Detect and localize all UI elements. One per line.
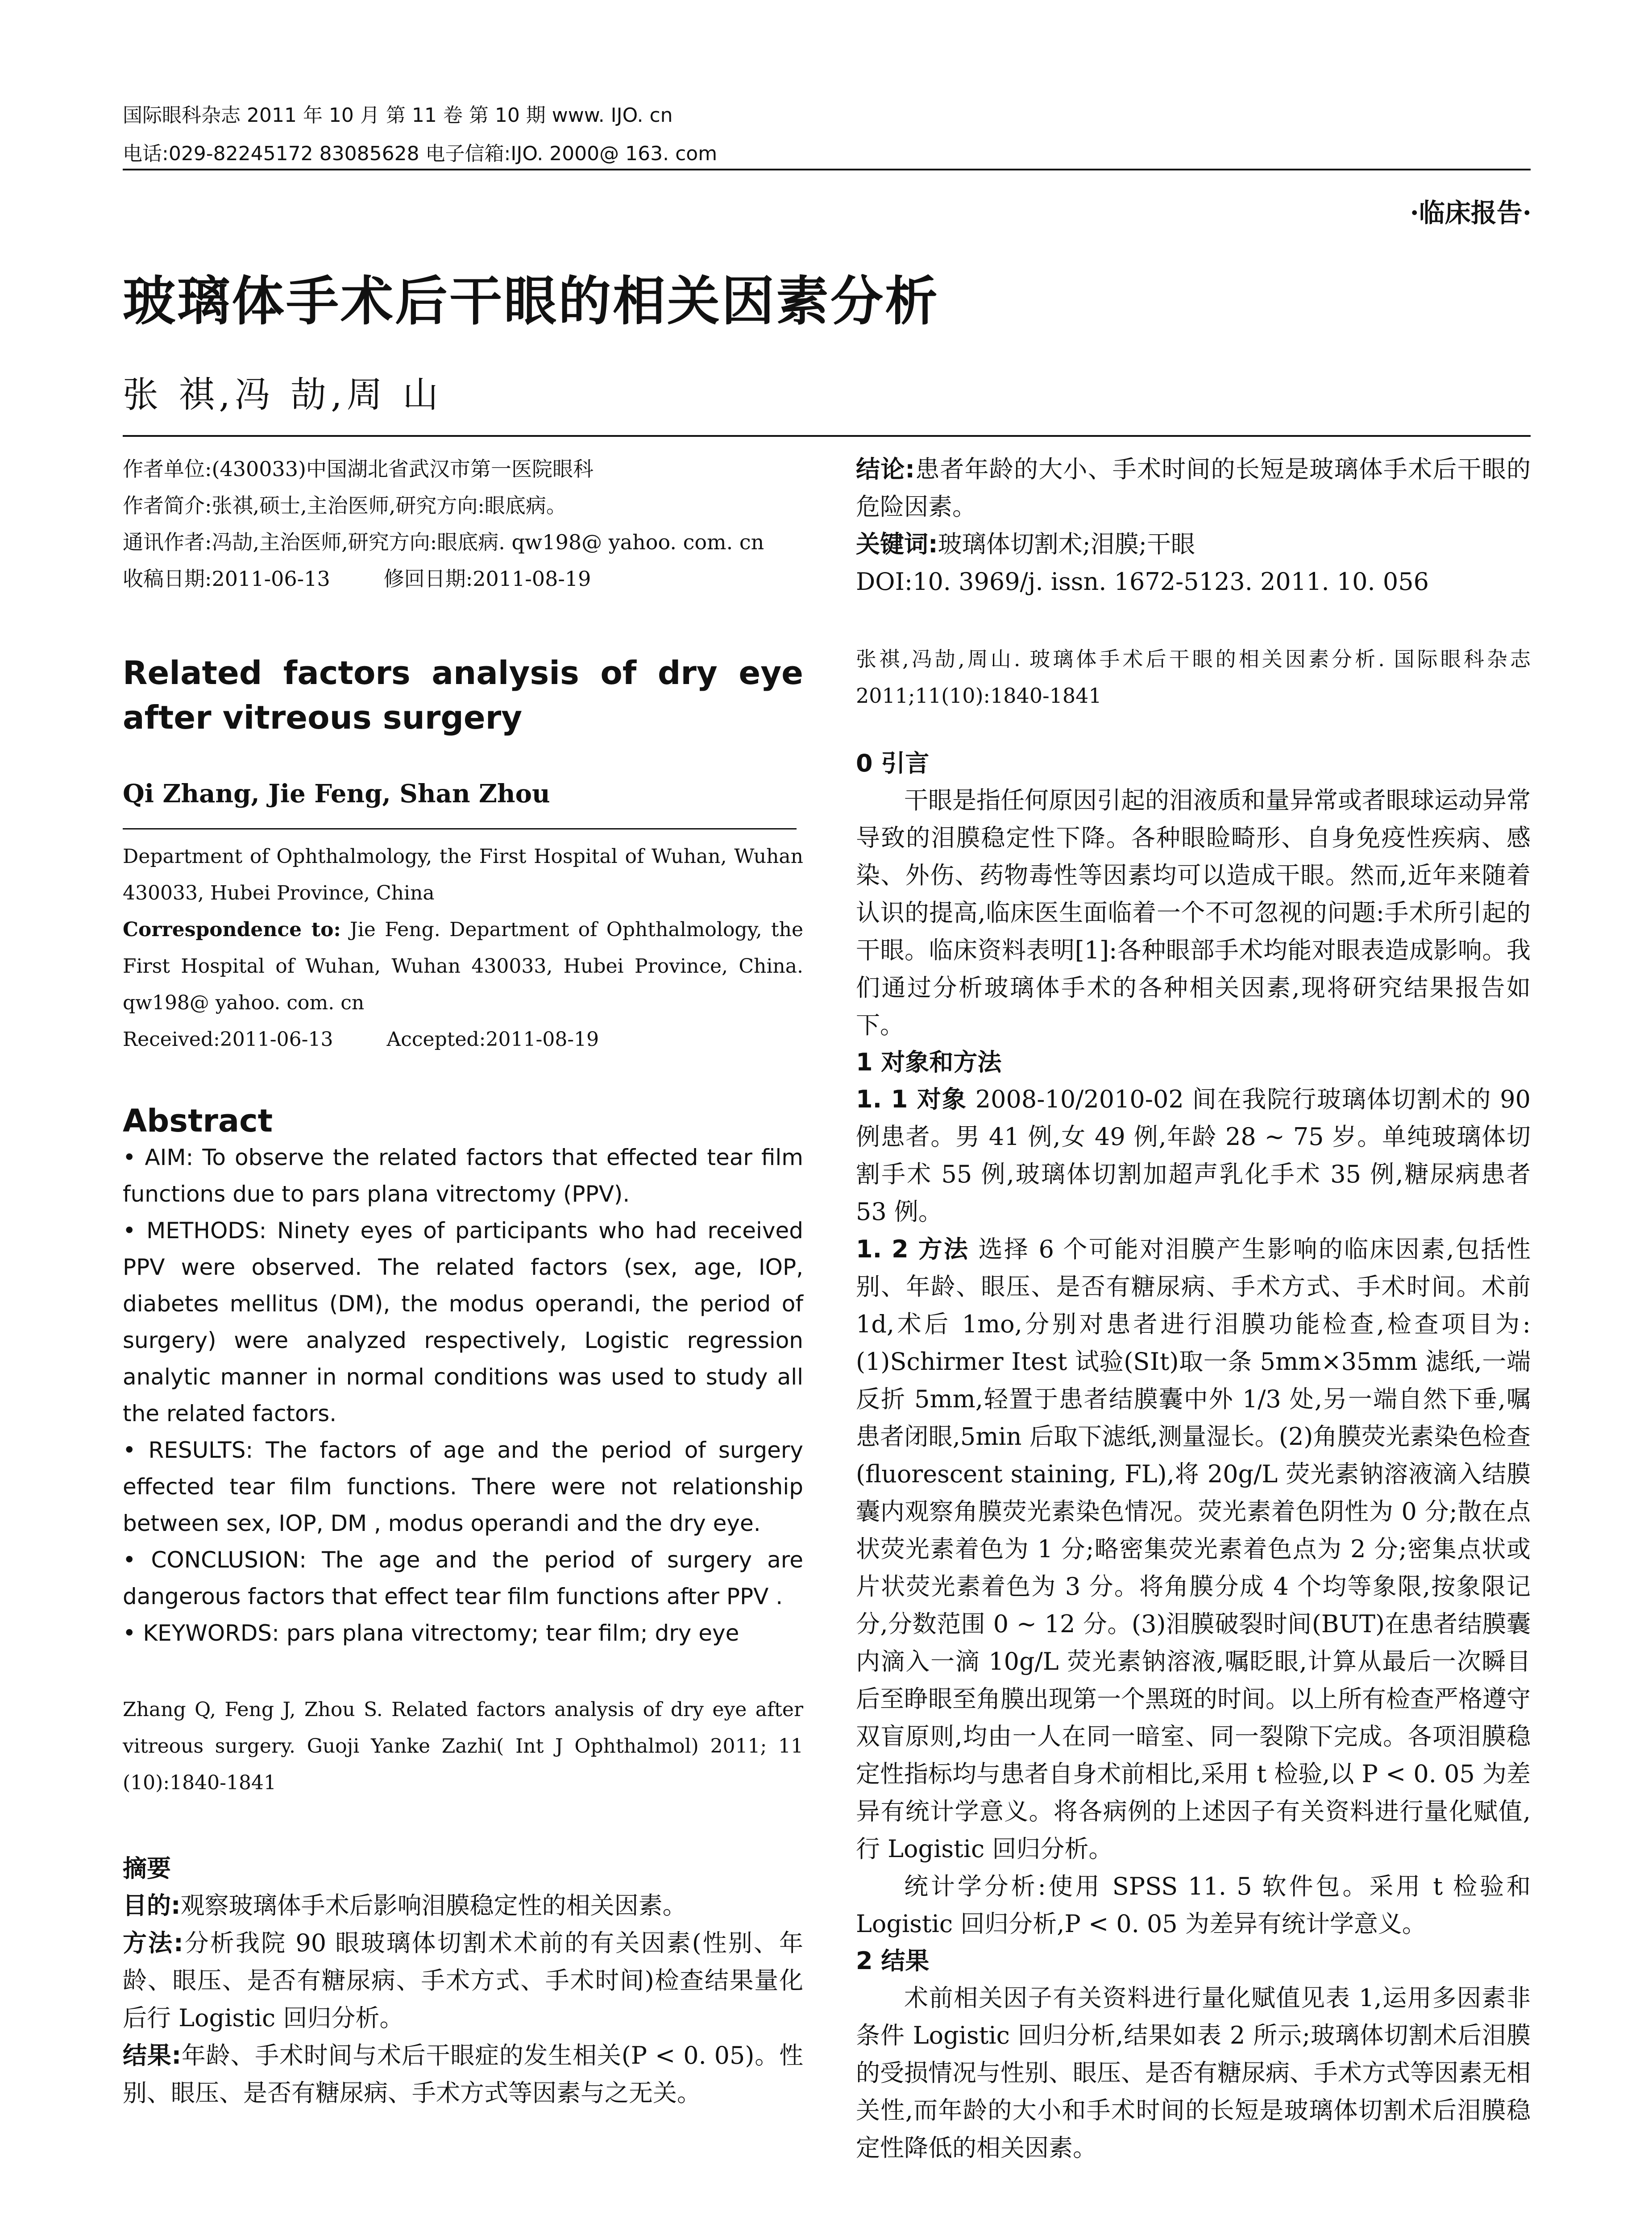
section-label: ·临床报告· [1410,198,1532,228]
abstract-keywords: • KEYWORDS: pars plana vitrectomy; tear film; dry eye [123,1620,739,1646]
abstract-results: • RESULTS: The factors of age and the period of surgery effected tear film functions. There were not relationship between sex, IOP, DM , modus operandi and the dry eye. [123,1437,803,1536]
english-authors: Qi Zhang, Jie Feng, Shan Zhou [123,779,550,809]
methods-label: 1. 2 方法 [856,1235,970,1263]
english-title: Related factors analysis of dry eye after vitreous surgery [123,654,803,736]
cn-conclusion-text: 患者年龄的大小、手术时间的长短是玻璃体手术后干眼的危险因素。 [856,455,1531,521]
cn-purpose-text: 观察玻璃体手术后影响泪膜稳定性的相关因素。 [180,1891,687,1920]
received-en: Received:2011-06-13 [123,1028,333,1051]
chinese-abstract-cont [856,451,1531,601]
correspondence-text: Jie Feng. Department of Ophthalmology, the First Hospital of Wuhan, Wuhan 430033, Hubei Province, China. qw198@ yahoo. com. cn [123,918,803,1014]
methods-paragraph [856,1231,1531,1868]
correspondence [123,912,803,1021]
english-citation: Zhang Q, Feng J, Zhou S. Related factors analysis of dry eye after vitreous surgery. Guoji Yanke Zazhi( Int J Ophthalmol) 2011; 11 (10):1840-1841 [123,1698,803,1794]
abstract-methods: • METHODS: Ninety eyes of participants who had received PPV were observed. The related factors (sex, age, IOP, diabetes mellitus (DM), the modus operandi, the period of surgery) were analyzed respectively, Logistic regression analytic manner in normal conditions was used to study all the related factors. [123,1218,803,1427]
department: Department of Ophthalmology, the First Hospital of Wuhan, Wuhan 430033, Hubei Province, China [123,845,803,904]
author-info [123,451,803,597]
cn-keywords-text: 玻璃体切割术;泪膜;干眼 [938,530,1195,558]
author-rule [123,435,1531,437]
cn-result-text: 年龄、手术时间与术后干眼症的发生相关(P < 0. 05)。性别、眼压、是否有糖尿病、手术方式等因素与之无关。 [123,2041,803,2107]
cn-method-label: 方法: [123,1929,183,1957]
corresponding-author: 通讯作者:冯劼,主治医师,研究方向:眼底病. qw198@ yahoo. com. cn [123,530,764,554]
cn-method-text: 分析我院 90 眼玻璃体切割术术前的有关因素(性别、年龄、眼压、是否有糖尿病、手术方式、手术时间)检查结果量化后行 Logistic 回归分析。 [123,1929,803,2032]
methods-text: 选择 6 个可能对泪膜产生影响的临床因素,包括性别、年龄、眼压、是否有糖尿病、手术方式、手术时间。术前 1d,术后 1mo,分别对患者进行泪膜功能检查,检查项目为:(1)Schirmer Ⅰtest 试验(SⅠt)取一条 5mm×35mm 滤纸,一端反折 5mm,轻置于患者结膜囊中外 1/3 处,另一端自然下垂,嘱患者闭眼,5min 后取下滤纸,测量湿长。(2)角膜荧光素染色检查(fluorescent staining, FL),将 20g/L 荧光素钠溶液滴入结膜囊内观察角膜荧光素染色情况。荧光素着色阴性为 0 分;散在点状荧光素着色为 1 分;略密集荧光素着色点为 2 分;密集点状或片状荧光素着色为 3 分。将角膜分成 4 个均等象限,按象限记分,分数范围 0 ~ 12 分。(3)泪膜破裂时间(BUT)在患者结膜囊内滴入一滴 10g/L 荧光素钠溶液,嘱眨眼,计算从最后一次瞬目后至睁眼至角膜出现第一个黑斑的时间。以上所有检查严格遵守双盲原则,均由一人在同一暗室、同一裂隙下完成。各项泪膜稳定性指标均与患者自身术前相比,采用 t 检验,以 P < 0. 05 为差异有统计学意义。将各病例的上述因子有关资料进行量化赋值,行 Logistic 回归分析。 [856,1235,1531,1863]
section-results-heading: 2 结果 [856,1947,930,1975]
revised-date: 修回日期:2011-08-19 [383,567,591,591]
english-abstract [123,1139,803,1651]
abstract-aim: • AIM: To observe the related factors that effected tear film functions due to pars plana vitrectomy (PPV). [123,1145,803,1207]
author-list: 张 祺,冯 劼,周 山 [123,374,443,415]
subjects-label: 1. 1 对象 [856,1085,967,1113]
cn-abstract-heading: 摘要 [123,1854,171,1883]
chinese-citation: 张祺,冯劼,周山. 玻璃体手术后干眼的相关因素分析. 国际眼科杂志 2011;11(10):1840-1841 [856,647,1531,708]
cn-result-label: 结果: [123,2041,182,2069]
chinese-abstract [123,1887,803,2112]
left-column [123,451,803,2112]
section-intro-heading: 0 引言 [856,749,930,777]
doi: DOI:10. 3969/j. issn. 1672-5123. 2011. 10. 056 [856,568,1429,596]
correspondence-label: Correspondence to: [123,918,341,941]
journal-header-line1: 国际眼科杂志 2011 年 10 月 第 11 卷 第 10 期 www. IJO. cn [123,104,673,127]
cn-purpose [123,1887,803,1924]
journal-header-line2: 电话:029-82245172 83085628 电子信箱:IJO. 2000@ 163. com [123,142,718,165]
received-date: 收稿日期:2011-06-13 [123,567,330,591]
intro-paragraph: 干眼是指任何原因引起的泪液质和量异常或者眼球运动异常导致的泪膜稳定性下降。各种眼睑畸形、自身免疫性疾病、感染、外伤、药物毒性等因素均可以造成干眼。然而,近年来随着认识的提高,临床医生面临着一个不可忽视的问题:手术所引起的干眼。临床资料表明[1]:各种眼部手术均能对眼表造成影响。我们通过分析玻璃体手术的各种相关因素,现将研究结果报告如下。 [856,786,1531,1039]
cn-method [123,1924,803,2037]
cn-keywords-label: 关键词: [856,530,938,558]
cn-conclusion-label: 结论: [856,455,915,483]
english-dates-row [123,1021,803,1058]
right-column [856,451,1531,2167]
statistics-paragraph: 统计学分析:使用 SPSS 11. 5 软件包。采用 t 检验和 Logistic 回归分析,P < 0. 05 为差异有统计学意义。 [856,1872,1531,1938]
accepted-en: Accepted:2011-08-19 [386,1028,599,1051]
author-bio: 作者简介:张祺,硕士,主治医师,研究方向:眼底病。 [123,493,567,518]
dates-row [123,560,803,597]
cn-purpose-label: 目的: [123,1891,181,1920]
results-paragraph: 术前相关因子有关资料进行量化赋值见表 1,运用多因素非条件 Logistic 回归分析,结果如表 2 所示;玻璃体切割术后泪膜的受损情况与性别、眼压、是否有糖尿病、手术方式等因素无相关性,而年龄的大小和手术时间的长短是玻璃体切割术后泪膜稳定性降低的相关因素。 [856,1984,1531,2162]
abstract-conclusion: • CONCLUSION: The age and the period of surgery are dangerous factors that effect tear film functions after PPV . [123,1547,803,1609]
header-rule [123,169,1531,170]
cn-conclusion [856,451,1531,526]
english-affiliation [123,838,803,1058]
abstract-heading: Abstract [123,1103,273,1139]
section-methods-heading: 1 对象和方法 [856,1048,1002,1076]
subjects-paragraph [856,1081,1531,1231]
cn-result [123,2037,803,2112]
article-title: 玻璃体手术后干眼的相关因素分析 [123,270,940,332]
subjects-text: 2008-10/2010-02 间在我院行玻璃体切割术的 90 例患者。男 41 例,女 49 例,年龄 28 ~ 75 岁。单纯玻璃体切割手术 55 例,玻璃体切割加超声乳化手术 35 例,糖尿病患者 53 例。 [856,1085,1531,1226]
author-unit: 作者单位:(430033)中国湖北省武汉市第一医院眼科 [123,457,594,481]
cn-keywords [856,526,1531,563]
